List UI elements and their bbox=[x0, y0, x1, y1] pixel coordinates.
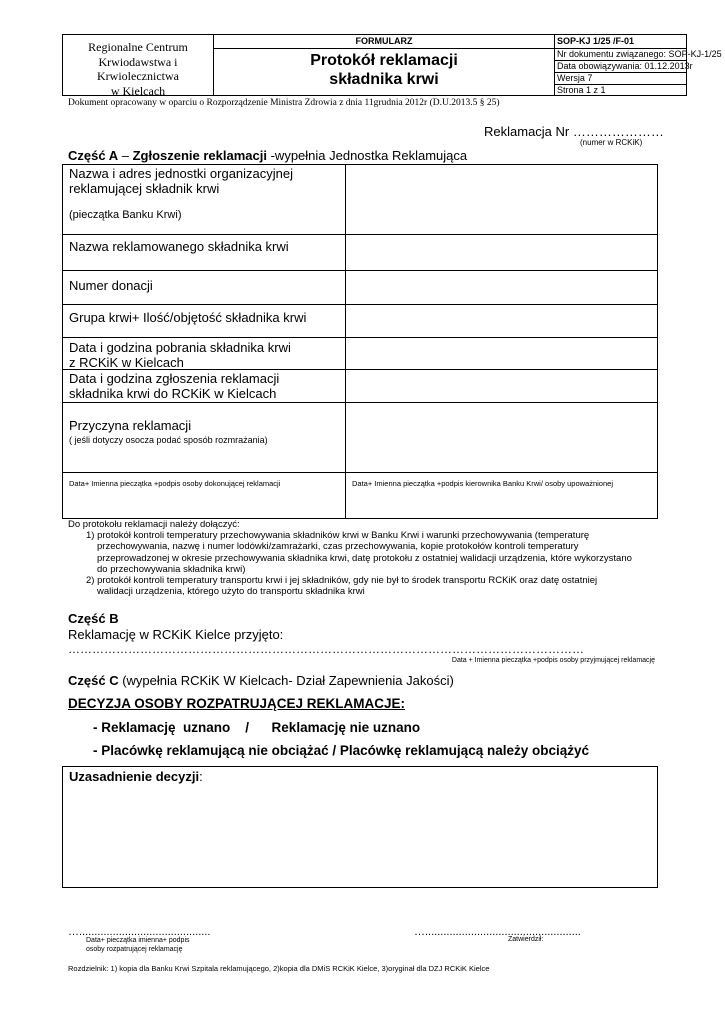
distribution-list: Rozdzielnik: 1) kopia dla Banku Krwi Szpitala reklamującego, 2)kopia dla DMiS RCKiK Kielce, 3)oryginał dla DZJ RCKiK Kielce bbox=[68, 964, 490, 973]
field-label: reklamującej składnik krwi bbox=[69, 181, 220, 196]
attachment-item: 2) protokół kontroli temperatury transportu krwi i jej składników, gdy nie był to środek transportu RCKiK oraz datę ostatniej bbox=[86, 575, 598, 587]
field-label: składnika krwi do RCKiK w Kielcach bbox=[69, 386, 277, 401]
signature-hint-line: Data+ pieczątka imienna+ podpis bbox=[86, 937, 190, 944]
attachment-item: przeprowadzonej w okresie przechowywania składnika krwi, datę protokołu z ostatniej walidacji urządzenia, które wykorzystano bbox=[97, 552, 632, 564]
signature-hint-blood-bank-head: Data+ Imienna pieczątka +podpis kierownika Banku Krwi/ osoby upoważnionej bbox=[352, 479, 613, 488]
decision-option-charge: - Placówkę reklamującą nie obciążać / Placówkę reklamującą należy obciążyć bbox=[93, 743, 590, 758]
attachment-item: przechowywania, nazwę i numer lodówki/zamrażarki, czas przechowywania, kopie protokołów kontroli temperatury bbox=[97, 541, 579, 553]
row-divider bbox=[63, 234, 657, 235]
form-title bbox=[214, 49, 554, 89]
organization-name bbox=[63, 35, 214, 98]
column-divider bbox=[345, 165, 346, 518]
attachment-item: do przechowywania składnika krwi) bbox=[97, 563, 246, 575]
row-divider bbox=[63, 270, 657, 271]
part-b-dots: ………………………………………………………………………………………………………………… bbox=[68, 642, 584, 656]
decision-title: DECYZJA OSOBY ROZPATRUJĄCEJ REKLAMACJE: bbox=[68, 696, 406, 711]
field-donation-number: Numer donacji bbox=[69, 278, 153, 293]
field-label: Przyczyna reklamacji bbox=[69, 418, 192, 433]
title-line: Protokół reklamacji bbox=[310, 52, 458, 69]
field-unit-name bbox=[69, 166, 293, 223]
part-a-label: Część A bbox=[68, 148, 119, 163]
part-b-title: Część B bbox=[68, 611, 119, 626]
justification-colon: : bbox=[199, 769, 203, 784]
justification-label bbox=[69, 769, 203, 784]
part-a-dash: – bbox=[118, 148, 133, 163]
part-c-label: Część C bbox=[68, 673, 119, 688]
related-document: Nr dokumentu związanego: SOP-KJ-1/25 bbox=[554, 49, 686, 61]
org-line: Krwiodawstwa i bbox=[98, 54, 178, 69]
row-divider bbox=[63, 472, 657, 473]
valid-from: Data obowiązywania: 01.12.2013r bbox=[554, 61, 686, 73]
org-line: Regionalne Centrum bbox=[88, 40, 188, 54]
attachment-item: 1) protokół kontroli temperatury przechowywania składników krwi w Banku Krwi i warunki przechowywania (temperaturę bbox=[86, 530, 590, 542]
legal-basis-note: Dokument opracowany w oparciu o Rozporządzenie Ministra Zdrowia z dnia 11grudnia 2012r (D.U.2013.5 § 25) bbox=[68, 98, 500, 108]
form-title-block bbox=[214, 35, 555, 95]
document-code: SOP-KJ 1/25 /F-01 bbox=[554, 35, 686, 49]
signature-hint-approver: Zatwierdził: bbox=[508, 936, 544, 943]
field-report-datetime bbox=[69, 371, 279, 401]
part-b-signature-hint: Data + Imienna pieczątka +podpis osoby przyjmującej reklamację bbox=[451, 657, 655, 664]
page-number: Strona 1 z 1 bbox=[557, 85, 606, 95]
justification-label-text: Uzasadnienie decyzji bbox=[69, 769, 200, 784]
document-header bbox=[62, 34, 722, 98]
signature-dots-approver: …................................................... bbox=[414, 926, 581, 938]
field-hint: (pieczątka Banku Krwi) bbox=[69, 209, 182, 221]
field-hint: ( jeśli dotyczy osocza podać sposób rozmrażania) bbox=[69, 435, 268, 445]
attachments-list bbox=[68, 519, 632, 597]
field-label: z RCKiK w Kielcach bbox=[69, 355, 184, 370]
version: Wersja 7 bbox=[554, 73, 686, 85]
decision-option-acceptance: - Reklamację uznano / Reklamację nie uznano bbox=[93, 720, 421, 735]
part-b-accepted: Reklamację w RCKiK Kielce przyjęto: bbox=[68, 627, 284, 642]
row-divider bbox=[63, 402, 657, 403]
field-complaint-reason bbox=[69, 418, 268, 448]
attachments-intro: Do protokołu reklamacji należy dołączyć: bbox=[68, 519, 240, 530]
form-label: FORMULARZ bbox=[214, 35, 554, 49]
field-label: Nazwa i adres jednostki organizacyjnej bbox=[69, 166, 294, 181]
justification-box bbox=[62, 766, 658, 888]
org-line: Krwiolecznictwa bbox=[97, 69, 179, 83]
document-meta bbox=[554, 35, 722, 95]
part-c-title bbox=[68, 673, 454, 688]
signature-hint-line: osoby rozpatrującej reklamację bbox=[86, 946, 183, 953]
part-a-title bbox=[68, 148, 467, 163]
complaint-number-hint: (numer w RCKiK) bbox=[580, 138, 643, 147]
row-divider bbox=[63, 337, 657, 338]
field-collection-datetime bbox=[69, 340, 291, 370]
signature-hint-reviewer bbox=[86, 936, 190, 954]
field-label: Data i godzina pobrania składnika krwi bbox=[69, 340, 291, 355]
part-a-subtitle: -wypełnia Jednostka Reklamująca bbox=[266, 148, 468, 163]
field-label: Data i godzina zgłoszenia reklamacji bbox=[69, 371, 280, 386]
field-blood-group-quantity: Grupa krwi+ Ilość/objętość składnika krwi bbox=[69, 310, 307, 325]
part-c-subtitle: (wypełnia RCKiK W Kielcach- Dział Zapewnienia Jakości) bbox=[118, 673, 454, 688]
signature-hint-complainant: Data+ Imienna pieczątka +podpis osoby dokonującej reklamacji bbox=[69, 479, 281, 488]
field-component-name: Nazwa reklamowanego składnika krwi bbox=[69, 239, 289, 254]
row-divider bbox=[63, 304, 657, 305]
part-a-heading: Zgłoszenie reklamacji bbox=[132, 148, 267, 163]
complaint-number-label: Reklamacja Nr ………………… bbox=[484, 124, 664, 139]
org-line: w Kielcach bbox=[110, 83, 166, 98]
title-line: składnika krwi bbox=[329, 71, 439, 88]
complaint-form-table bbox=[62, 164, 658, 519]
signature-dots-reviewer: …........................................... bbox=[68, 926, 211, 938]
attachment-item: walidacji urządzenia, którego użyto do transportu składnika krwi bbox=[97, 586, 365, 598]
